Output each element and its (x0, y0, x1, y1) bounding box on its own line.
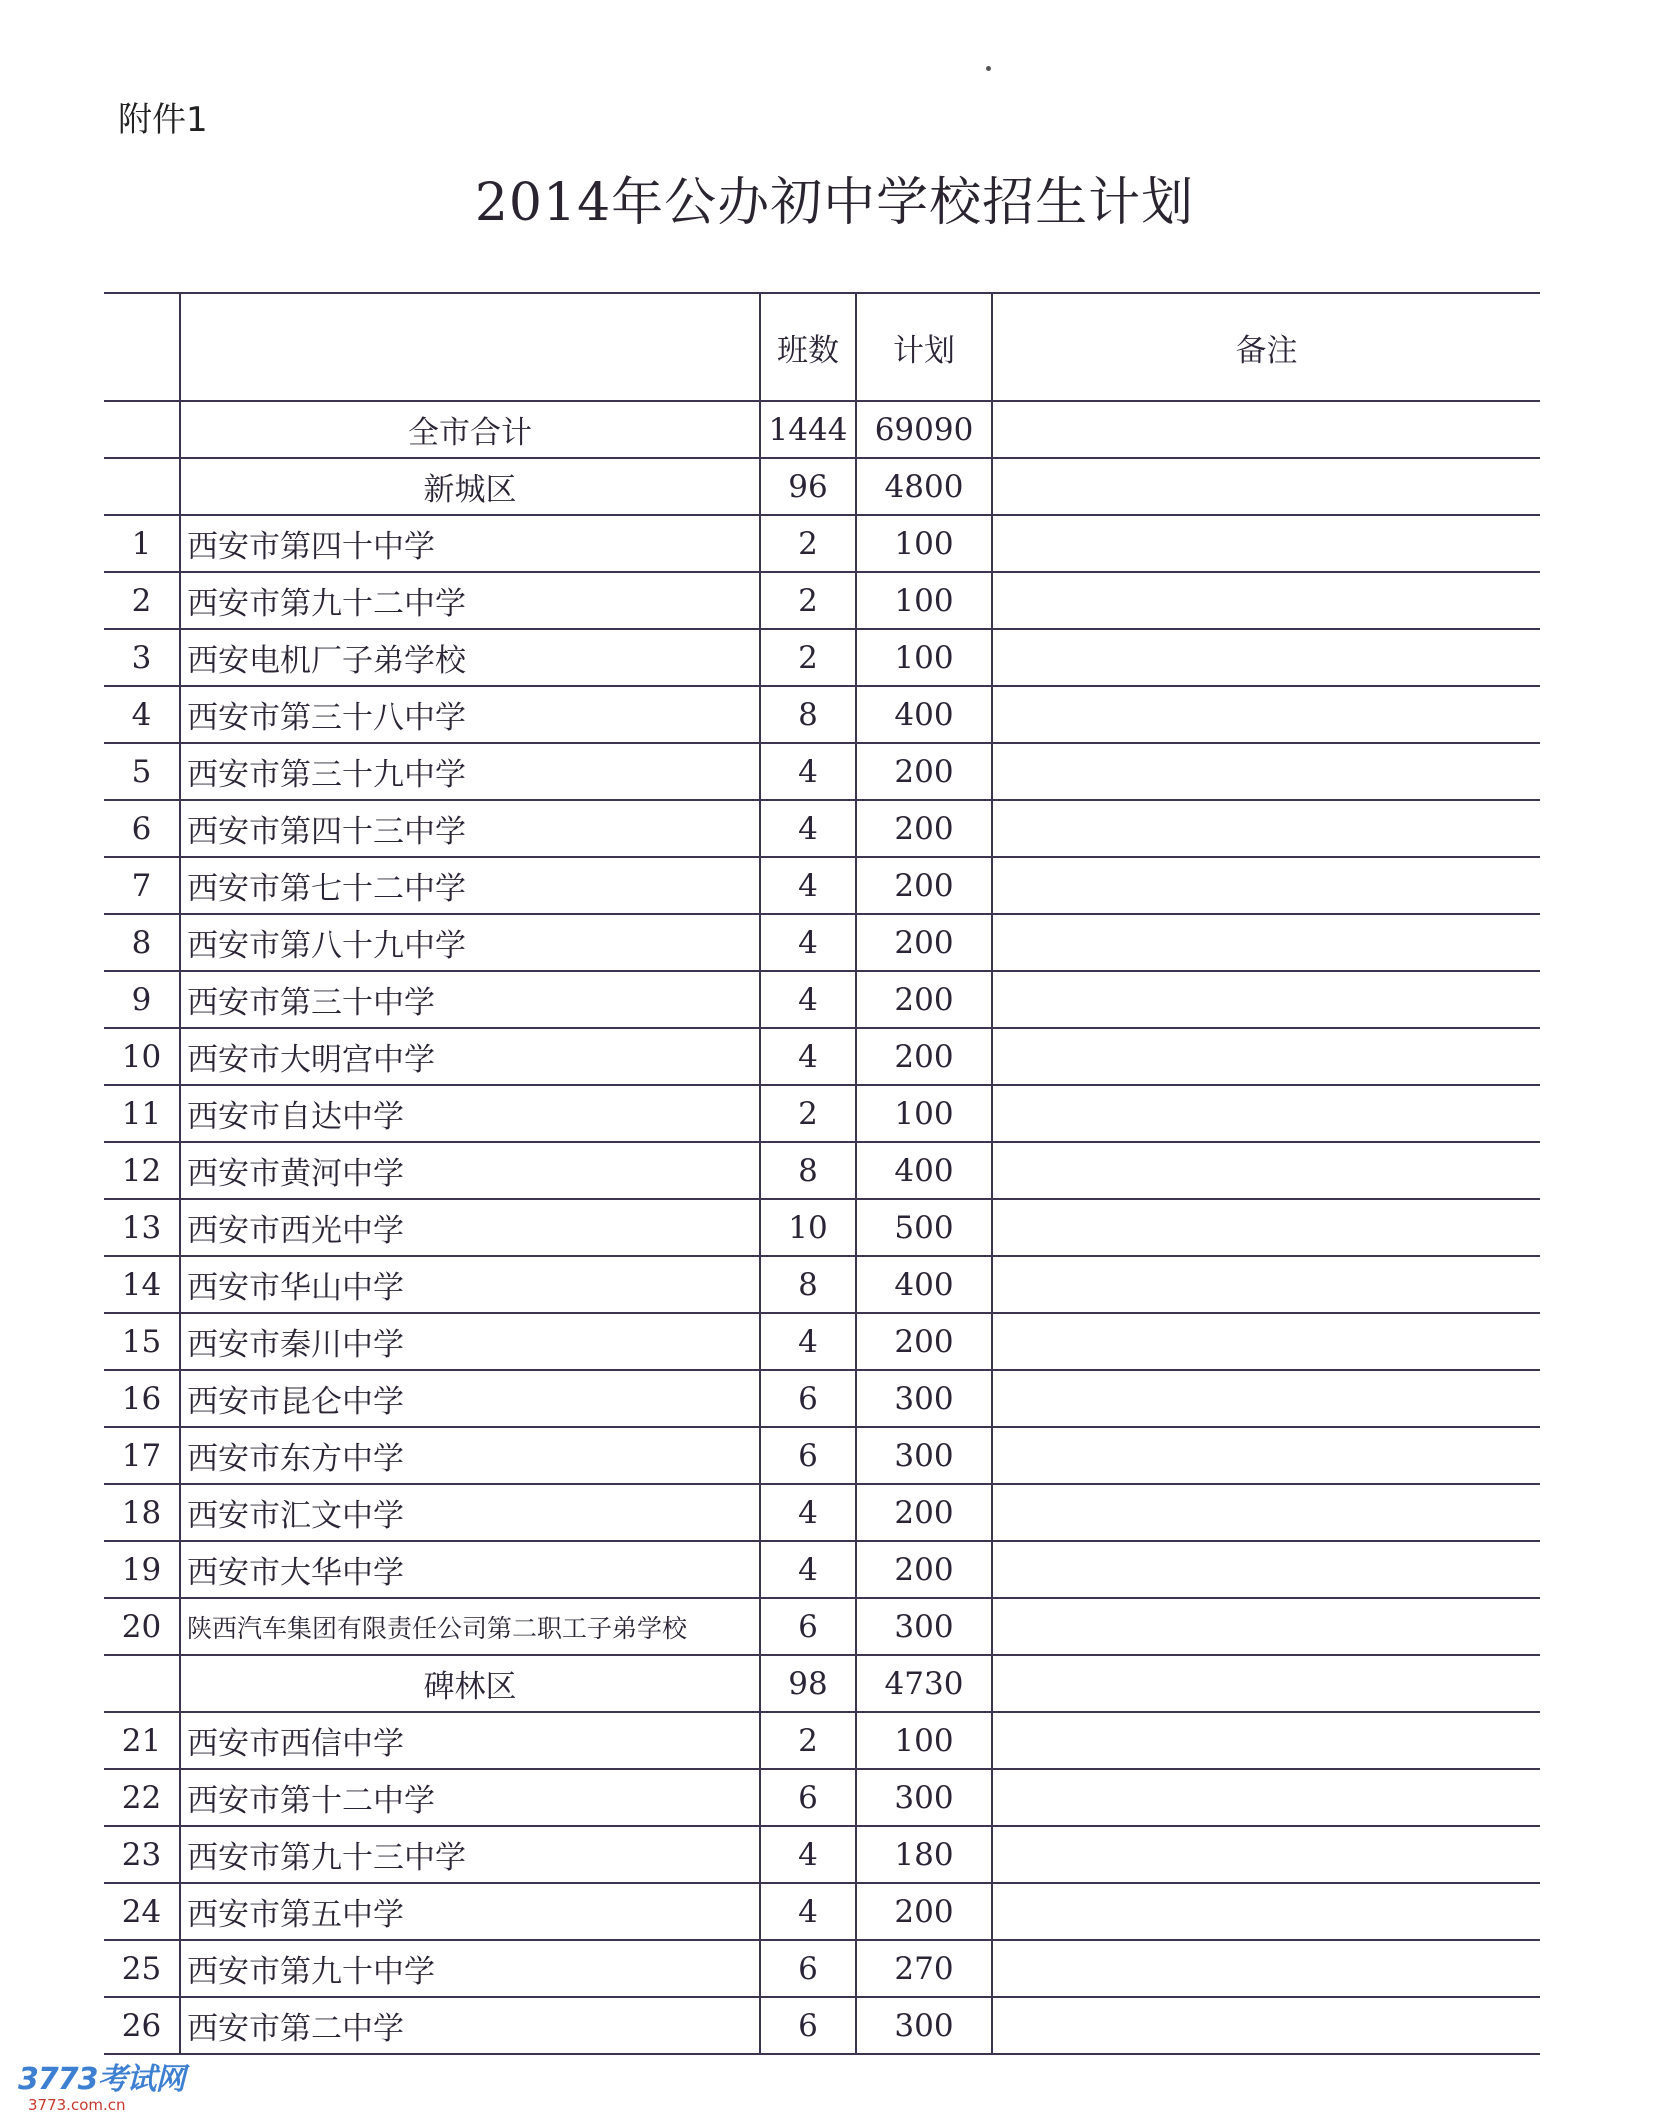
school-plan: 200 (856, 1484, 992, 1541)
school-classes: 8 (760, 686, 856, 743)
school-row (104, 1427, 1540, 1484)
school-plan: 100 (856, 572, 992, 629)
school-row (104, 1028, 1540, 1085)
school-name: 西安市第九十二中学 (180, 572, 760, 629)
school-no: 22 (104, 1769, 180, 1826)
school-plan: 300 (856, 1427, 992, 1484)
school-plan: 400 (856, 1256, 992, 1313)
school-note (992, 1256, 1540, 1313)
attachment-label: 附件1 (118, 100, 208, 140)
school-row (104, 1313, 1540, 1370)
school-row (104, 1484, 1540, 1541)
school-name: 西安市第八十九中学 (180, 914, 760, 971)
school-name: 西安市第三十中学 (180, 971, 760, 1028)
school-plan: 100 (856, 515, 992, 572)
header-classes: 班数 (760, 293, 856, 401)
school-plan: 100 (856, 629, 992, 686)
district-subtotal-row (104, 458, 1540, 515)
school-note (992, 1826, 1540, 1883)
school-plan: 300 (856, 1769, 992, 1826)
school-note (992, 1997, 1540, 2054)
school-no: 15 (104, 1313, 180, 1370)
school-note (992, 1028, 1540, 1085)
school-note (992, 1769, 1540, 1826)
school-name: 西安市第五中学 (180, 1883, 760, 1940)
school-note (992, 857, 1540, 914)
school-note (992, 1712, 1540, 1769)
school-classes: 6 (760, 1370, 856, 1427)
city-total-row (104, 401, 1540, 458)
school-no: 13 (104, 1199, 180, 1256)
school-note (992, 1484, 1540, 1541)
school-note (992, 1598, 1540, 1655)
school-plan: 200 (856, 800, 992, 857)
school-name: 西安市大明宫中学 (180, 1028, 760, 1085)
district-no (104, 1655, 180, 1712)
school-row (104, 914, 1540, 971)
school-no: 3 (104, 629, 180, 686)
school-classes: 6 (760, 1598, 856, 1655)
school-name: 西安市第三十八中学 (180, 686, 760, 743)
district-no (104, 458, 180, 515)
school-name: 西安市大华中学 (180, 1541, 760, 1598)
school-row (104, 629, 1540, 686)
city-total-plan: 69090 (856, 401, 992, 458)
school-row (104, 1541, 1540, 1598)
school-name: 西安市西信中学 (180, 1712, 760, 1769)
school-plan: 270 (856, 1940, 992, 1997)
school-note (992, 743, 1540, 800)
school-classes: 4 (760, 1313, 856, 1370)
school-note (992, 686, 1540, 743)
school-row (104, 572, 1540, 629)
school-row (104, 1370, 1540, 1427)
school-row (104, 1085, 1540, 1142)
school-classes: 10 (760, 1199, 856, 1256)
school-name: 西安市第十二中学 (180, 1769, 760, 1826)
school-classes: 6 (760, 1997, 856, 2054)
school-note (992, 629, 1540, 686)
school-name: 西安市第七十二中学 (180, 857, 760, 914)
district-note (992, 1655, 1540, 1712)
school-note (992, 1142, 1540, 1199)
school-note (992, 971, 1540, 1028)
school-name: 西安市秦川中学 (180, 1313, 760, 1370)
school-note (992, 1940, 1540, 1997)
school-name: 西安市昆仑中学 (180, 1370, 760, 1427)
school-no: 14 (104, 1256, 180, 1313)
school-row (104, 686, 1540, 743)
school-classes: 4 (760, 914, 856, 971)
school-row (104, 1769, 1540, 1826)
school-plan: 200 (856, 971, 992, 1028)
school-plan: 500 (856, 1199, 992, 1256)
school-no: 17 (104, 1427, 180, 1484)
school-classes: 4 (760, 1541, 856, 1598)
school-no: 5 (104, 743, 180, 800)
school-classes: 4 (760, 1028, 856, 1085)
school-name: 西安市第九十三中学 (180, 1826, 760, 1883)
header-plan: 计划 (856, 293, 992, 401)
school-no: 25 (104, 1940, 180, 1997)
school-classes: 4 (760, 743, 856, 800)
school-classes: 6 (760, 1427, 856, 1484)
school-no: 12 (104, 1142, 180, 1199)
district-classes: 98 (760, 1655, 856, 1712)
school-note (992, 515, 1540, 572)
school-classes: 6 (760, 1940, 856, 1997)
school-classes: 4 (760, 1484, 856, 1541)
school-no: 16 (104, 1370, 180, 1427)
school-row (104, 1826, 1540, 1883)
scan-speck (986, 66, 991, 71)
school-row (104, 743, 1540, 800)
watermark-url: 3773.com.cn (28, 2096, 126, 2114)
watermark-logo-text: 3773考试网 (18, 2062, 185, 2097)
school-no: 7 (104, 857, 180, 914)
school-row (104, 1256, 1540, 1313)
document-title: 2014年公办初中学校招生计划 (474, 173, 1195, 233)
school-plan: 200 (856, 1541, 992, 1598)
school-note (992, 1085, 1540, 1142)
school-classes: 4 (760, 1826, 856, 1883)
school-name: 西安市西光中学 (180, 1199, 760, 1256)
school-plan: 200 (856, 1313, 992, 1370)
school-note (992, 1541, 1540, 1598)
district-classes: 96 (760, 458, 856, 515)
school-name: 西安市第二中学 (180, 1997, 760, 2054)
district-name: 碑林区 (180, 1655, 760, 1712)
city-total-classes: 1444 (760, 401, 856, 458)
school-name: 西安电机厂子弟学校 (180, 629, 760, 686)
table-body (104, 293, 1540, 2054)
district-name: 新城区 (180, 458, 760, 515)
school-plan: 200 (856, 1028, 992, 1085)
school-plan: 300 (856, 1598, 992, 1655)
city-total-note (992, 401, 1540, 458)
school-name: 西安市自达中学 (180, 1085, 760, 1142)
school-row (104, 1883, 1540, 1940)
school-classes: 8 (760, 1142, 856, 1199)
school-name: 西安市第四十中学 (180, 515, 760, 572)
school-row (104, 1997, 1540, 2054)
school-note (992, 1427, 1540, 1484)
school-no: 18 (104, 1484, 180, 1541)
school-plan: 100 (856, 1085, 992, 1142)
school-classes: 4 (760, 1883, 856, 1940)
school-no: 6 (104, 800, 180, 857)
school-no: 24 (104, 1883, 180, 1940)
school-note (992, 1883, 1540, 1940)
school-note (992, 1370, 1540, 1427)
school-plan: 200 (856, 743, 992, 800)
district-plan: 4800 (856, 458, 992, 515)
city-total-label: 全市合计 (180, 401, 760, 458)
school-name: 陕西汽车集团有限责任公司第二职工子弟学校 (180, 1598, 760, 1655)
school-plan: 200 (856, 1883, 992, 1940)
school-classes: 2 (760, 572, 856, 629)
header-note: 备注 (992, 293, 1540, 401)
school-row (104, 1598, 1540, 1655)
school-plan: 400 (856, 1142, 992, 1199)
site-watermark (18, 2054, 185, 2114)
school-no: 1 (104, 515, 180, 572)
school-note (992, 914, 1540, 971)
school-row (104, 515, 1540, 572)
school-no: 4 (104, 686, 180, 743)
school-classes: 4 (760, 857, 856, 914)
school-plan: 100 (856, 1712, 992, 1769)
school-classes: 4 (760, 800, 856, 857)
district-plan: 4730 (856, 1655, 992, 1712)
school-plan: 300 (856, 1997, 992, 2054)
school-note (992, 800, 1540, 857)
school-plan: 180 (856, 1826, 992, 1883)
school-name: 西安市东方中学 (180, 1427, 760, 1484)
school-row (104, 800, 1540, 857)
school-row (104, 1712, 1540, 1769)
school-no: 11 (104, 1085, 180, 1142)
school-plan: 300 (856, 1370, 992, 1427)
school-name: 西安市第九十中学 (180, 1940, 760, 1997)
school-name: 西安市华山中学 (180, 1256, 760, 1313)
district-subtotal-row (104, 1655, 1540, 1712)
school-classes: 2 (760, 1712, 856, 1769)
school-name: 西安市汇文中学 (180, 1484, 760, 1541)
table-header-row (104, 293, 1540, 401)
school-row (104, 1940, 1540, 1997)
school-plan: 400 (856, 686, 992, 743)
school-row (104, 1199, 1540, 1256)
school-classes: 2 (760, 629, 856, 686)
school-no: 2 (104, 572, 180, 629)
school-no: 19 (104, 1541, 180, 1598)
school-note (992, 1313, 1540, 1370)
school-name: 西安市第四十三中学 (180, 800, 760, 857)
school-classes: 8 (760, 1256, 856, 1313)
school-note (992, 1199, 1540, 1256)
school-name: 西安市黄河中学 (180, 1142, 760, 1199)
school-no: 21 (104, 1712, 180, 1769)
district-note (992, 458, 1540, 515)
header-no (104, 293, 180, 401)
school-row (104, 1142, 1540, 1199)
school-no: 23 (104, 1826, 180, 1883)
school-no: 26 (104, 1997, 180, 2054)
enrollment-plan-table (104, 292, 1540, 2055)
header-name (180, 293, 760, 401)
school-row (104, 857, 1540, 914)
school-note (992, 572, 1540, 629)
school-classes: 2 (760, 515, 856, 572)
school-no: 8 (104, 914, 180, 971)
school-row (104, 971, 1540, 1028)
school-name: 西安市第三十九中学 (180, 743, 760, 800)
school-classes: 6 (760, 1769, 856, 1826)
school-plan: 200 (856, 914, 992, 971)
school-plan: 200 (856, 857, 992, 914)
school-no: 20 (104, 1598, 180, 1655)
school-classes: 4 (760, 971, 856, 1028)
school-classes: 2 (760, 1085, 856, 1142)
school-no: 10 (104, 1028, 180, 1085)
school-no: 9 (104, 971, 180, 1028)
